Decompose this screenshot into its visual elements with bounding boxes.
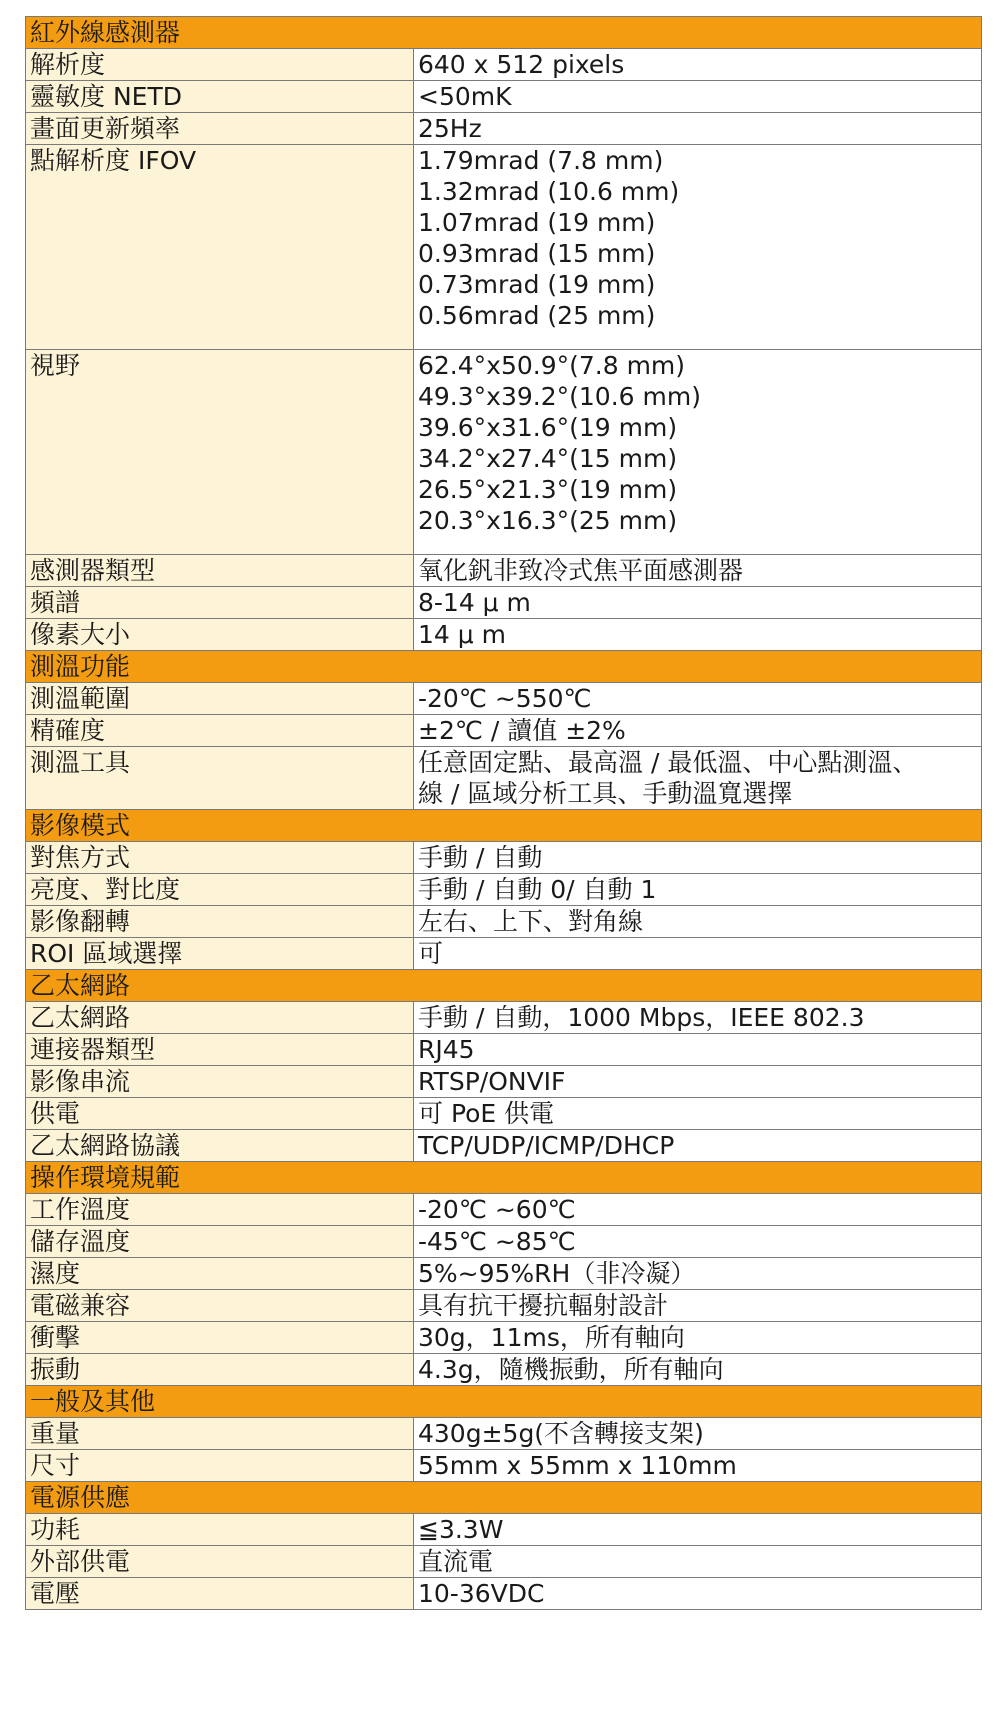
spec-value-line: 0.93mrad (15 mm)	[418, 239, 656, 268]
spec-value	[414, 619, 982, 651]
spec-value	[414, 1578, 982, 1610]
spec-label: 供電	[26, 1098, 414, 1130]
spec-row	[26, 49, 982, 81]
spec-value-line: -45℃ ~85℃	[418, 1227, 576, 1256]
spec-value-line: 0.73mrad (19 mm)	[418, 270, 656, 299]
spec-label: 濕度	[26, 1258, 414, 1290]
spec-value	[414, 1450, 982, 1482]
spec-row	[26, 906, 982, 938]
section-title: 紅外線感測器	[26, 17, 982, 49]
spec-value	[414, 1098, 982, 1130]
spec-label: 功耗	[26, 1514, 414, 1546]
spec-value-line: 25Hz	[418, 114, 482, 143]
spec-label: 畫面更新頻率	[26, 113, 414, 145]
spec-label: 外部供電	[26, 1546, 414, 1578]
spec-row	[26, 1194, 982, 1226]
spec-value	[414, 683, 982, 715]
spec-value	[414, 715, 982, 747]
spec-value	[414, 874, 982, 906]
spec-value-gap	[418, 536, 977, 554]
spec-value	[414, 747, 982, 810]
spec-value	[414, 1514, 982, 1546]
spec-value-line: 任意固定點、最高溫 / 最低溫、中心點測溫、	[418, 748, 918, 777]
section-header	[26, 810, 982, 842]
spec-value	[414, 1130, 982, 1162]
spec-value-line: 8-14 μ m	[418, 588, 531, 617]
spec-value-line: 1.79mrad (7.8 mm)	[418, 146, 664, 175]
spec-row	[26, 874, 982, 906]
spec-value-line: 1.32mrad (10.6 mm)	[418, 177, 680, 206]
spec-value-line: 10-36VDC	[418, 1579, 545, 1608]
spec-value-line: 34.2°x27.4°(15 mm)	[418, 444, 678, 473]
spec-row	[26, 619, 982, 651]
spec-label: 振動	[26, 1354, 414, 1386]
spec-row	[26, 1322, 982, 1354]
spec-row	[26, 715, 982, 747]
spec-label: 乙太網路	[26, 1002, 414, 1034]
spec-value-line: ≦3.3W	[418, 1515, 504, 1544]
section-header	[26, 1482, 982, 1514]
spec-value	[414, 1034, 982, 1066]
spec-label: 亮度、對比度	[26, 874, 414, 906]
section-header	[26, 970, 982, 1002]
spec-label: 乙太網路協議	[26, 1130, 414, 1162]
spec-row	[26, 587, 982, 619]
spec-value-line: 5%~95%RH（非冷凝）	[418, 1259, 696, 1288]
spec-value-line: RTSP/ONVIF	[418, 1067, 566, 1096]
spec-value	[414, 1194, 982, 1226]
section-header	[26, 651, 982, 683]
spec-value-line: 640 x 512 pixels	[418, 50, 625, 79]
spec-value	[414, 555, 982, 587]
spec-value	[414, 1226, 982, 1258]
spec-label: 測溫範圍	[26, 683, 414, 715]
spec-value-line: 55mm x 55mm x 110mm	[418, 1451, 737, 1480]
section-header	[26, 1162, 982, 1194]
spec-value-line: 具有抗干擾抗輻射設計	[418, 1291, 669, 1320]
spec-row	[26, 1290, 982, 1322]
spec-label: 像素大小	[26, 619, 414, 651]
spec-label: 對焦方式	[26, 842, 414, 874]
spec-label: 視野	[26, 350, 414, 555]
spec-label: 點解析度 IFOV	[26, 145, 414, 350]
spec-value	[414, 1290, 982, 1322]
spec-value-line: 可 PoE 供電	[418, 1099, 555, 1128]
spec-row	[26, 842, 982, 874]
spec-row	[26, 1002, 982, 1034]
spec-row	[26, 1098, 982, 1130]
spec-row	[26, 1066, 982, 1098]
spec-label: 工作溫度	[26, 1194, 414, 1226]
spec-row	[26, 145, 982, 350]
spec-row	[26, 747, 982, 810]
spec-value-line: 30g，11ms，所有軸向	[418, 1323, 685, 1352]
spec-value-line: 62.4°x50.9°(7.8 mm)	[418, 351, 686, 380]
spec-value	[414, 145, 982, 350]
spec-label: 影像串流	[26, 1066, 414, 1098]
spec-value	[414, 113, 982, 145]
spec-value	[414, 1322, 982, 1354]
spec-table	[25, 16, 982, 1610]
spec-row	[26, 113, 982, 145]
section-title: 測溫功能	[26, 651, 982, 683]
spec-value	[414, 350, 982, 555]
spec-value	[414, 938, 982, 970]
spec-value-line: 39.6°x31.6°(19 mm)	[418, 413, 678, 442]
spec-row	[26, 1418, 982, 1450]
spec-value	[414, 1258, 982, 1290]
spec-value-line: RJ45	[418, 1035, 475, 1064]
spec-value-line: -20℃ ~550℃	[418, 684, 592, 713]
spec-value-line: 14 μ m	[418, 620, 506, 649]
spec-label: 感測器類型	[26, 555, 414, 587]
spec-value	[414, 906, 982, 938]
spec-value-line: 49.3°x39.2°(10.6 mm)	[418, 382, 701, 411]
spec-label: 重量	[26, 1418, 414, 1450]
spec-label: 頻譜	[26, 587, 414, 619]
section-title: 一般及其他	[26, 1386, 982, 1418]
spec-row	[26, 1130, 982, 1162]
spec-row	[26, 1514, 982, 1546]
spec-value-line: 20.3°x16.3°(25 mm)	[418, 506, 678, 535]
spec-value	[414, 1002, 982, 1034]
spec-label: 影像翻轉	[26, 906, 414, 938]
spec-label: 電壓	[26, 1578, 414, 1610]
spec-value-line: <50mK	[418, 82, 512, 111]
spec-value-line: 氧化釩非致冷式焦平面感測器	[418, 556, 744, 585]
section-title: 乙太網路	[26, 970, 982, 1002]
spec-row	[26, 350, 982, 555]
spec-value-gap	[418, 331, 977, 349]
spec-label: 衝擊	[26, 1322, 414, 1354]
spec-value-line: 0.56mrad (25 mm)	[418, 301, 656, 330]
section-title: 操作環境規範	[26, 1162, 982, 1194]
spec-value-line: TCP/UDP/ICMP/DHCP	[418, 1131, 675, 1160]
spec-value-line: 左右、上下、對角線	[418, 907, 644, 936]
spec-row	[26, 1578, 982, 1610]
spec-value-line: 手動 / 自動	[418, 843, 543, 872]
section-header	[26, 17, 982, 49]
spec-row	[26, 683, 982, 715]
spec-label: 儲存溫度	[26, 1226, 414, 1258]
spec-row	[26, 1034, 982, 1066]
spec-row	[26, 1450, 982, 1482]
spec-row	[26, 81, 982, 113]
spec-value	[414, 49, 982, 81]
spec-value	[414, 1354, 982, 1386]
spec-label: 測溫工具	[26, 747, 414, 810]
spec-row	[26, 1258, 982, 1290]
spec-label: 精確度	[26, 715, 414, 747]
spec-label: 靈敏度 NETD	[26, 81, 414, 113]
spec-value-line: 線 / 區域分析工具、手動溫寬選擇	[418, 779, 793, 808]
spec-value-line: 4.3g，隨機振動，所有軸向	[418, 1355, 724, 1384]
spec-row	[26, 555, 982, 587]
spec-label: 尺寸	[26, 1450, 414, 1482]
spec-value-line: 直流電	[418, 1547, 494, 1576]
spec-label: 電磁兼容	[26, 1290, 414, 1322]
spec-value	[414, 81, 982, 113]
spec-row	[26, 1546, 982, 1578]
spec-value-line: 手動 / 自動 0/ 自動 1	[418, 875, 657, 904]
spec-value-line: 430g±5g(不含轉接支架)	[418, 1419, 704, 1448]
spec-value-line: ±2℃ / 讀值 ±2%	[418, 716, 626, 745]
spec-value-line: 1.07mrad (19 mm)	[418, 208, 656, 237]
spec-table-body	[26, 17, 982, 1610]
spec-label: 連接器類型	[26, 1034, 414, 1066]
spec-value	[414, 587, 982, 619]
spec-value	[414, 1066, 982, 1098]
spec-value	[414, 1546, 982, 1578]
section-header	[26, 1386, 982, 1418]
spec-value	[414, 1418, 982, 1450]
spec-label: 解析度	[26, 49, 414, 81]
section-title: 電源供應	[26, 1482, 982, 1514]
section-title: 影像模式	[26, 810, 982, 842]
spec-label: ROI 區域選擇	[26, 938, 414, 970]
spec-value-line: 26.5°x21.3°(19 mm)	[418, 475, 678, 504]
spec-value	[414, 842, 982, 874]
spec-row	[26, 1354, 982, 1386]
spec-row	[26, 938, 982, 970]
spec-value-line: 手動 / 自動，1000 Mbps，IEEE 802.3	[418, 1003, 865, 1032]
spec-value-line: -20℃ ~60℃	[418, 1195, 576, 1224]
spec-value-line: 可	[418, 939, 444, 968]
spec-row	[26, 1226, 982, 1258]
